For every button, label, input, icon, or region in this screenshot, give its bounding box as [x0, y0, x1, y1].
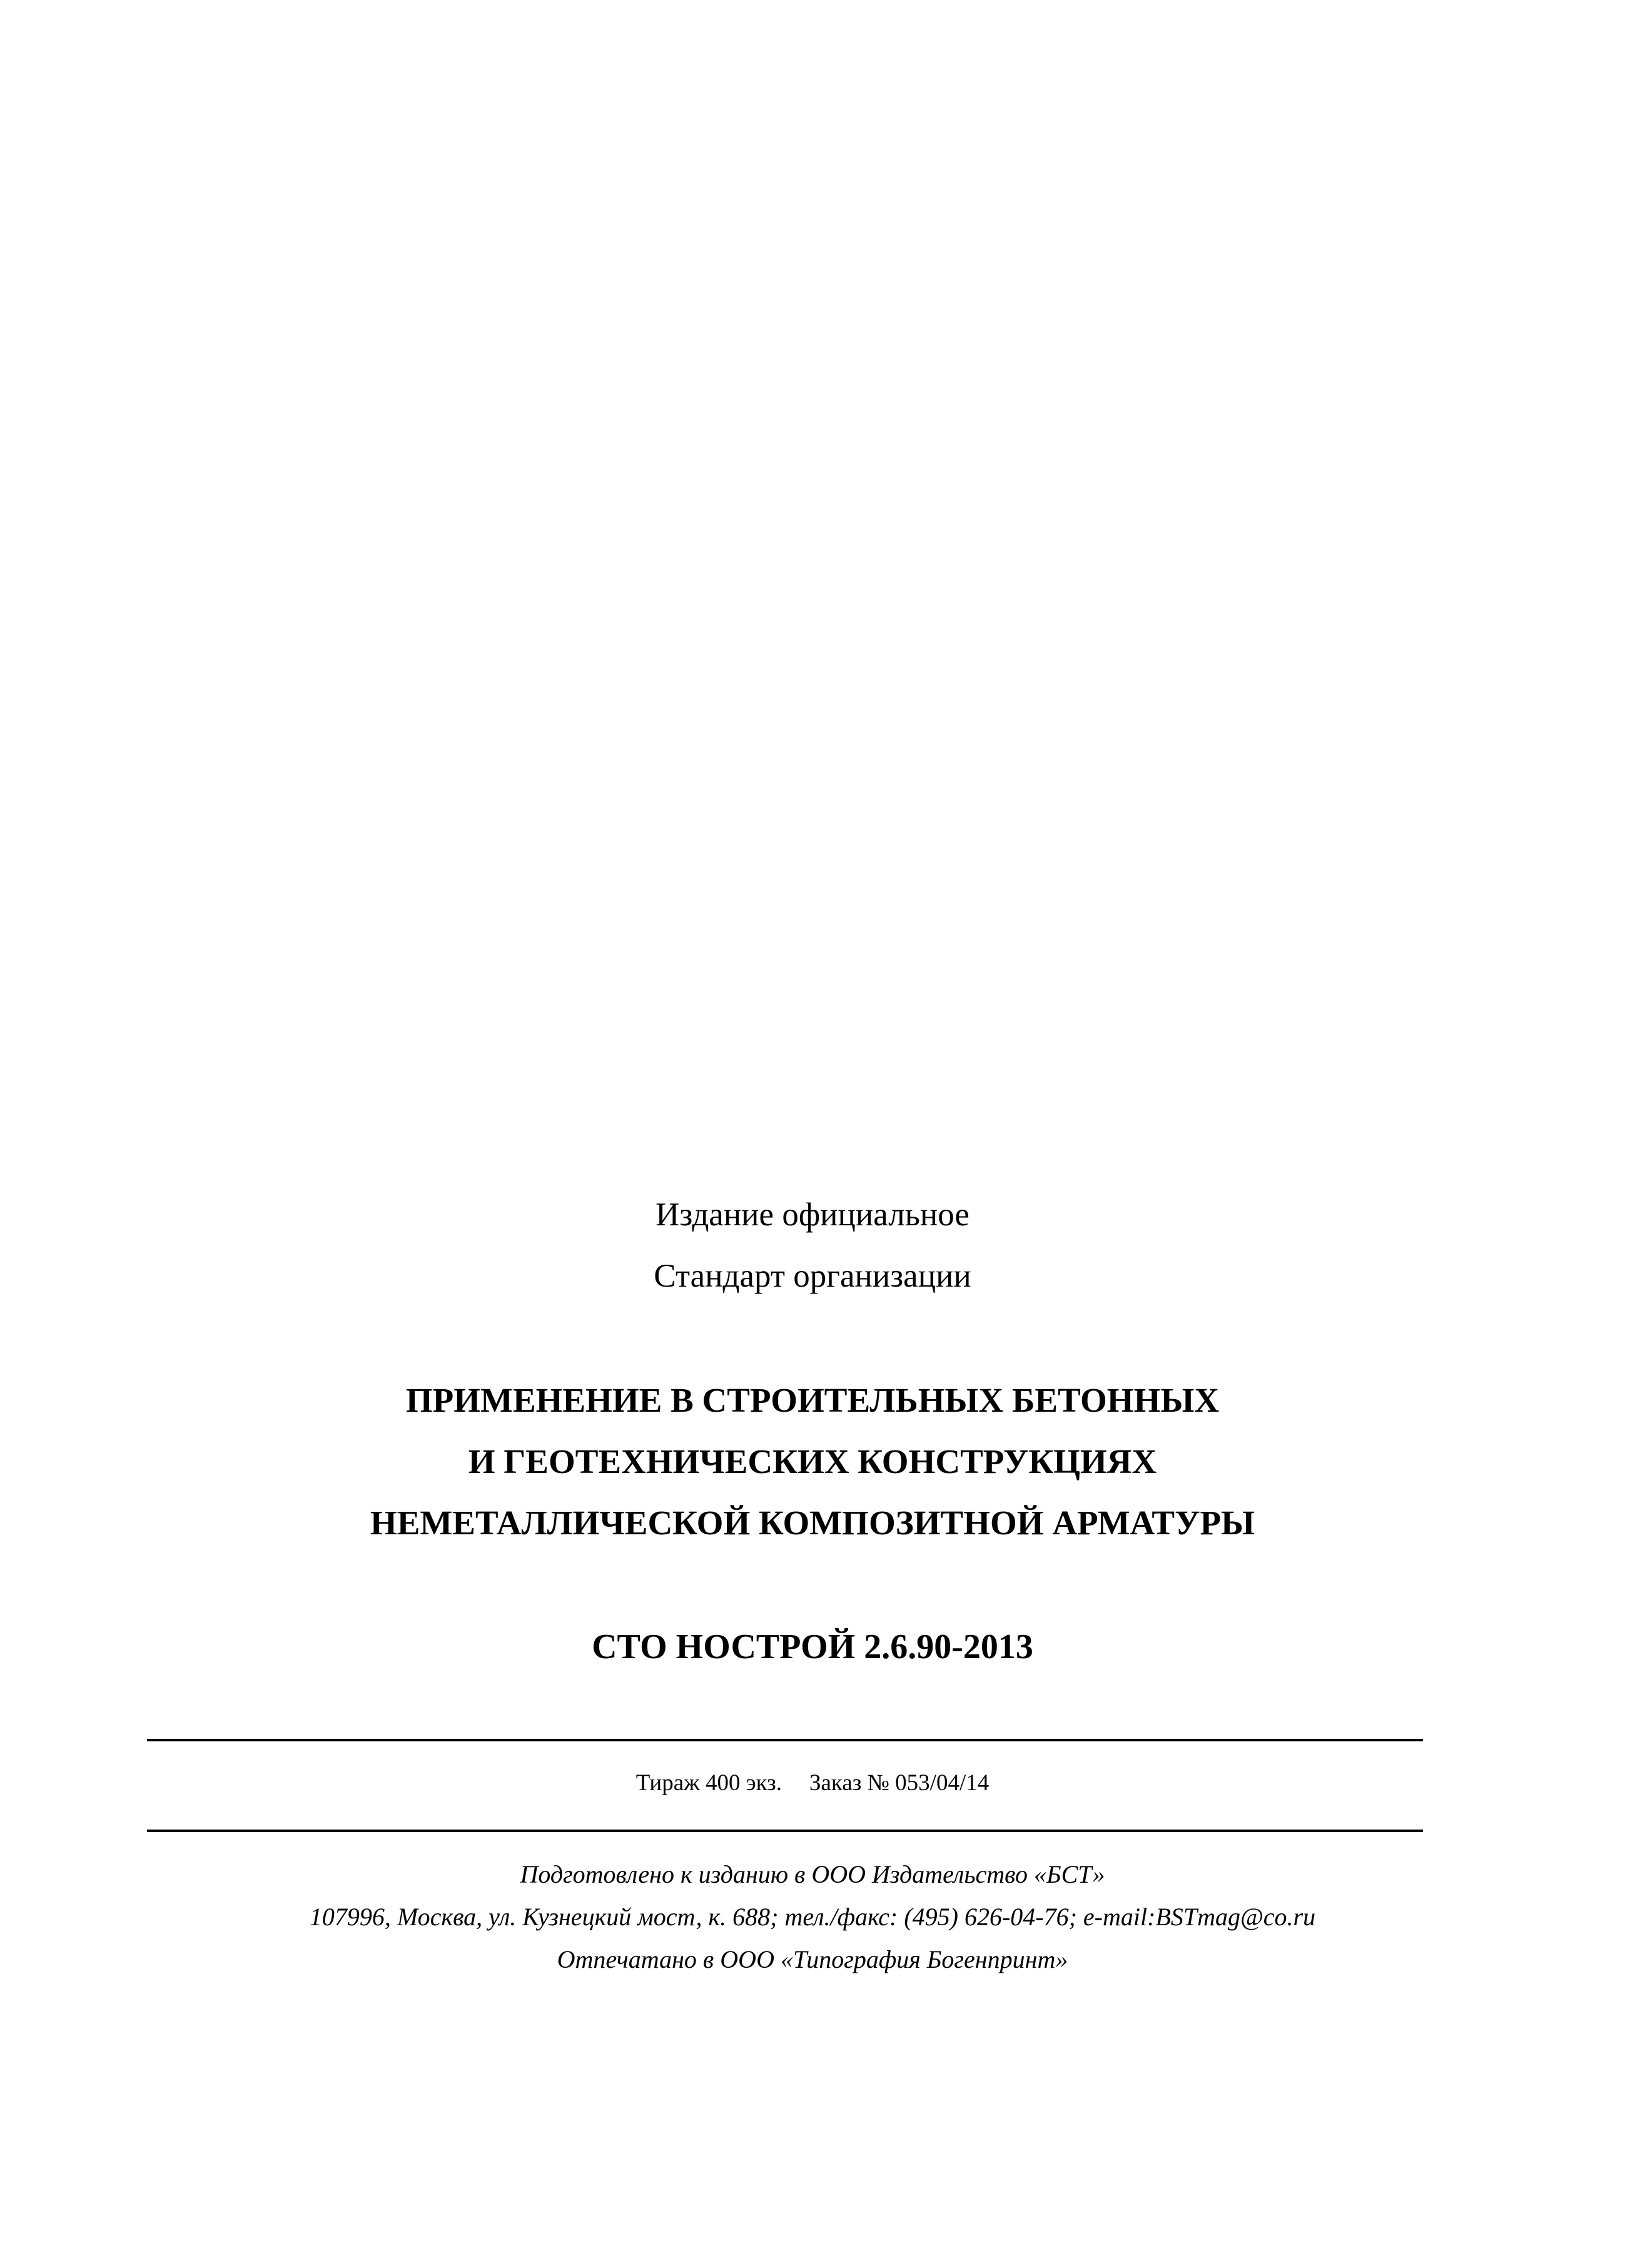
document-type: Стандарт организации — [654, 1258, 971, 1294]
order-number-text: Заказ № 053/04/14 — [809, 1770, 990, 1796]
title-line-3: НЕМЕТАЛЛИЧЕСКОЙ КОМПОЗИТНОЙ АРМАТУРЫ — [370, 1504, 1255, 1542]
edition-note: Издание официальное — [656, 1197, 969, 1233]
divider-top — [147, 1739, 1423, 1741]
title-line-2: И ГЕОТЕХНИЧЕСКИХ КОНСТРУКЦИЯХ — [468, 1442, 1157, 1481]
circulation-text: Тираж 400 экз. — [635, 1770, 782, 1796]
publisher-address-line: 107996, Москва, ул. Кузнецкий мост, к. 688; тел./факс: (495) 626-04-76; e-mail:BSTmag@co.ru — [309, 1903, 1316, 1931]
publisher-line: Подготовлено к изданию в ООО Издательство «БСТ» — [520, 1860, 1105, 1888]
printer-line: Отпечатано в ООО «Типография Богенпринт» — [557, 1945, 1068, 1973]
print-run-info — [0, 1769, 1625, 1798]
divider-bottom — [147, 1830, 1423, 1832]
title-line-1: ПРИМЕНЕНИЕ В СТРОИТЕЛЬНЫХ БЕТОННЫХ — [405, 1381, 1220, 1419]
standard-designation: СТО НОСТРОЙ 2.6.90-2013 — [592, 1628, 1033, 1666]
